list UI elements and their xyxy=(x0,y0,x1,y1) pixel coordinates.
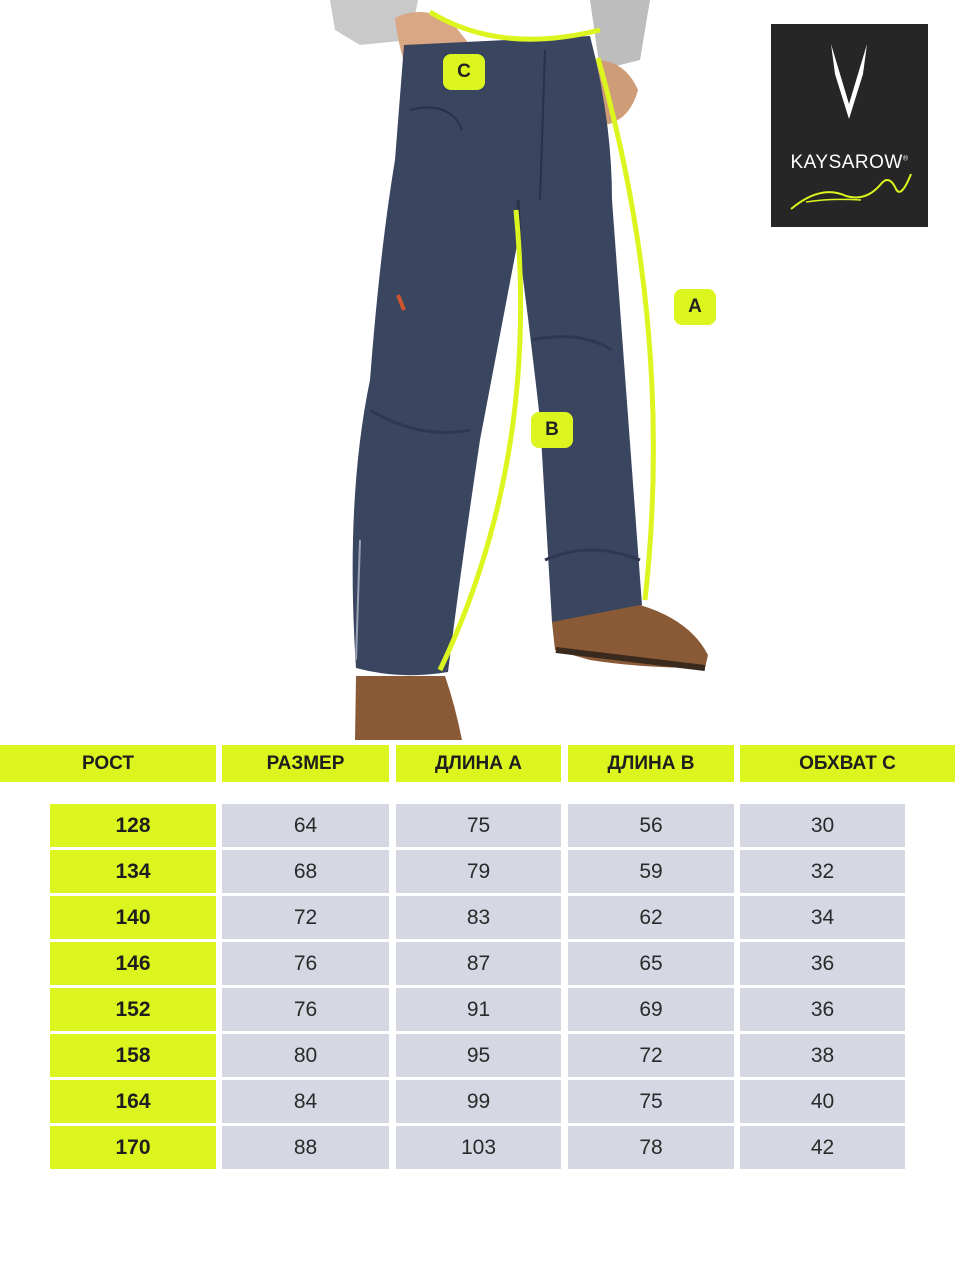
table-cell-col-height: 152 xyxy=(50,988,216,1031)
table-cell-col-girth-c: 36 xyxy=(740,988,905,1031)
table-cell-col-girth-c: 36 xyxy=(740,942,905,985)
header-col-girth-c: ОБХВАТ С xyxy=(740,745,955,782)
logo-name: KAYSAROW® xyxy=(790,152,909,173)
table-cell-col-height: 134 xyxy=(50,850,216,893)
table-cell-col-size: 80 xyxy=(222,1034,389,1077)
table-cell-col-size: 84 xyxy=(222,1080,389,1123)
table-cell-col-length-b: 59 xyxy=(568,850,734,893)
table-cell-col-size: 88 xyxy=(222,1126,389,1169)
table-cell-col-length-b: 75 xyxy=(568,1080,734,1123)
table-cell-col-height: 146 xyxy=(50,942,216,985)
table-cell-col-girth-c: 40 xyxy=(740,1080,905,1123)
table-cell-col-length-b: 56 xyxy=(568,804,734,847)
table-cell-col-length-a: 103 xyxy=(396,1126,561,1169)
header-col-size: РАЗМЕР xyxy=(222,745,389,782)
table-cell-col-size: 76 xyxy=(222,988,389,1031)
table-cell-col-length-b: 72 xyxy=(568,1034,734,1077)
table-cell-col-size: 76 xyxy=(222,942,389,985)
table-cell-col-girth-c: 38 xyxy=(740,1034,905,1077)
table-cell-col-length-a: 91 xyxy=(396,988,561,1031)
table-cell-col-size: 72 xyxy=(222,896,389,939)
logo-emblem-icon xyxy=(771,24,928,227)
table-cell-col-size: 68 xyxy=(222,850,389,893)
table-cell-col-girth-c: 42 xyxy=(740,1126,905,1169)
header-col-length-b: ДЛИНА В xyxy=(568,745,734,782)
table-cell-col-height: 128 xyxy=(50,804,216,847)
table-cell-col-length-a: 83 xyxy=(396,896,561,939)
table-cell-col-height: 170 xyxy=(50,1126,216,1169)
marker-b: B xyxy=(531,412,573,448)
table-cell-col-length-a: 79 xyxy=(396,850,561,893)
table-cell-col-length-b: 69 xyxy=(568,988,734,1031)
table-cell-col-girth-c: 30 xyxy=(740,804,905,847)
header-col-length-a: ДЛИНА А xyxy=(396,745,561,782)
table-cell-col-length-b: 78 xyxy=(568,1126,734,1169)
table-cell-col-height: 140 xyxy=(50,896,216,939)
table-cell-col-height: 164 xyxy=(50,1080,216,1123)
table-cell-col-length-b: 65 xyxy=(568,942,734,985)
marker-c: C xyxy=(443,54,485,90)
table-cell-col-length-a: 75 xyxy=(396,804,561,847)
table-cell-col-size: 64 xyxy=(222,804,389,847)
table-cell-col-length-a: 99 xyxy=(396,1080,561,1123)
table-cell-col-height: 158 xyxy=(50,1034,216,1077)
brand-logo xyxy=(771,24,928,227)
marker-a: A xyxy=(674,289,716,325)
table-cell-col-length-a: 95 xyxy=(396,1034,561,1077)
header-col-height: РОСТ xyxy=(0,745,216,782)
table-cell-col-length-b: 62 xyxy=(568,896,734,939)
table-cell-col-girth-c: 34 xyxy=(740,896,905,939)
table-cell-col-length-a: 87 xyxy=(396,942,561,985)
table-cell-col-girth-c: 32 xyxy=(740,850,905,893)
